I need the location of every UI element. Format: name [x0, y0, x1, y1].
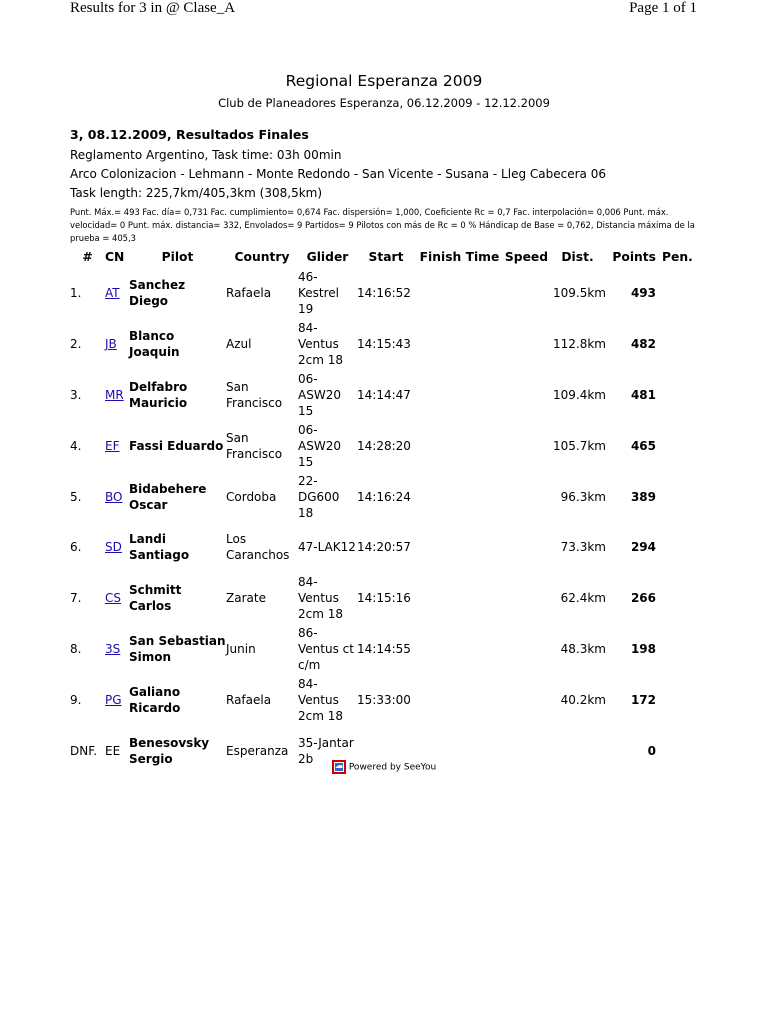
start-cell: 14:15:16: [357, 591, 411, 606]
table-row: [70, 522, 702, 573]
start-cell: 14:15:43: [357, 337, 411, 352]
pilot-cell: Galiano Ricardo: [129, 684, 181, 715]
speed-cell: [504, 573, 549, 624]
glider-cell: 46-Kestrel 19: [298, 270, 339, 317]
rank-cell: 9.: [70, 692, 82, 707]
finish-cell: [415, 268, 504, 319]
finish-cell: [415, 522, 504, 573]
print-header: [0, 0, 768, 22]
dist-cell: 112.8km: [553, 337, 606, 352]
col-points-header: Points: [612, 250, 656, 264]
pen-cell: [662, 319, 702, 370]
dist-cell: 62.4km: [560, 591, 606, 606]
col-glider-header: Glider: [306, 250, 349, 264]
pilot-cell: Benesovsky Sergio: [129, 735, 210, 766]
table-row: [70, 674, 702, 725]
country-cell: Junin: [226, 641, 256, 656]
table-row: [70, 420, 702, 471]
pen-cell: [662, 522, 702, 573]
table-row: [70, 319, 702, 370]
pen-cell: [662, 370, 702, 421]
points-cell: 266: [630, 591, 656, 606]
pilot-cell: Sanchez Diego: [129, 278, 186, 309]
country-cell: Rafaela: [226, 286, 272, 301]
pilot-cell: San Sebastian Simon: [129, 633, 226, 664]
dist-cell: 109.4km: [553, 387, 606, 402]
points-cell: 294: [630, 540, 656, 555]
page-title: Regional Esperanza 2009: [285, 72, 483, 90]
scoring-parameters: Punt. Máx.= 493 Fac. día= 0,731 Fac. cumplimiento= 0,674 Fac. dispersión= 1,000, Coeficiente Rc = 0,7 Fac. interpolación= 0,006 Punt. máx. velocidad= 0 Punt. máx. distancia= 332, Envolados= 9 Partidos= 9 Pilotos con más de Rc = 0 % Hándicap de Base = 0,762, Distancia máxima de la prueba = 405,3: [70, 207, 695, 243]
points-cell: 389: [630, 489, 656, 504]
task-rules: Reglamento Argentino, Task time: 03h 00min: [70, 148, 342, 162]
start-cell: 14:16:24: [357, 489, 411, 504]
dist-cell: 105.7km: [553, 438, 606, 453]
page-number: Page 1 of 1: [629, 0, 697, 16]
table-row: [70, 268, 702, 319]
powered-by-text: Powered by SeeYou: [348, 762, 437, 773]
country-cell: Cordoba: [226, 489, 277, 504]
country-cell: Azul: [226, 337, 252, 352]
rank-cell: 1.: [70, 286, 82, 301]
speed-cell: [504, 319, 549, 370]
pen-cell: [662, 674, 702, 725]
glider-cell: 86-Ventus ct c/m: [298, 625, 354, 672]
rank-cell: 5.: [70, 489, 82, 504]
cn-cell: [105, 573, 129, 624]
country-cell: Los Caranchos: [226, 532, 290, 563]
rank-cell: 4.: [70, 438, 82, 453]
competition-number-link[interactable]: CS: [105, 591, 121, 606]
task-route: Arco Colonizacion - Lehmann - Monte Redondo - San Vicente - Susana - Lleg Cabecera 06: [70, 167, 606, 181]
col-country-header: Country: [234, 250, 290, 264]
start-cell: 14:28:20: [357, 438, 411, 453]
competition-number-link[interactable]: EF: [105, 438, 120, 453]
rank-cell: 7.: [70, 591, 82, 606]
glider-cell: 06-ASW20 15: [298, 422, 341, 469]
glider-cell: 84-Ventus 2cm 18: [298, 676, 344, 723]
dist-cell: 40.2km: [560, 692, 606, 707]
cn-cell: [105, 420, 129, 471]
speed-cell: [504, 370, 549, 421]
col-dist-header: Dist.: [561, 250, 594, 264]
glider-cell: 35-Jantar 2b: [298, 735, 354, 766]
country-cell: San Francisco: [226, 430, 283, 461]
table-row: [70, 370, 702, 421]
country-cell: Rafaela: [226, 692, 272, 707]
start-cell: 15:33:00: [357, 692, 411, 707]
start-cell: 14:20:57: [357, 540, 411, 555]
table-row: [70, 573, 702, 624]
competition-number-link[interactable]: AT: [105, 286, 120, 301]
pen-cell: [662, 573, 702, 624]
points-cell: 198: [630, 641, 656, 656]
pilot-cell: Bidabehere Oscar: [129, 481, 207, 512]
glider-cell: 06-ASW20 15: [298, 371, 341, 418]
cn-cell: [105, 522, 129, 573]
col-finish-header: Finish Time: [419, 250, 500, 264]
finish-cell: [415, 674, 504, 725]
print-header-title: Results for 3 in @ Clase_A: [70, 0, 236, 16]
glider-cell: 22-DG600 18: [298, 473, 340, 520]
seeyou-logo-icon: [332, 760, 346, 774]
competition-number-link[interactable]: PG: [105, 692, 122, 707]
finish-cell: [415, 624, 504, 675]
pilot-cell: Delfabro Mauricio: [129, 379, 188, 410]
speed-cell: [504, 268, 549, 319]
rank-cell: 8.: [70, 641, 82, 656]
speed-cell: [504, 674, 549, 725]
rank-cell: DNF.: [70, 743, 98, 758]
pilot-cell: Fassi Eduardo: [129, 438, 224, 453]
speed-cell: [504, 624, 549, 675]
pen-cell: [662, 624, 702, 675]
cn-cell: [105, 674, 129, 725]
table-row: [70, 624, 702, 675]
task-length: Task length: 225,7km/405,3km (308,5km): [70, 186, 323, 200]
dist-cell: 73.3km: [560, 540, 606, 555]
points-cell: 172: [630, 692, 656, 707]
competition-number-link[interactable]: SD: [105, 540, 122, 555]
points-cell: 0: [647, 743, 656, 758]
country-cell: San Francisco: [226, 379, 283, 410]
finish-cell: [415, 319, 504, 370]
rank-cell: 3.: [70, 387, 82, 402]
competition-number-link[interactable]: JB: [105, 337, 117, 352]
col-start-header: Start: [368, 250, 404, 264]
cn-cell: [105, 268, 129, 319]
task-heading: 3, 08.12.2009, Resultados Finales: [70, 127, 309, 142]
start-cell: 14:16:52: [357, 286, 411, 301]
finish-cell: [415, 573, 504, 624]
pilot-cell: Blanco Joaquin: [129, 329, 180, 360]
pen-cell: [662, 420, 702, 471]
finish-cell: [415, 420, 504, 471]
cn-cell: [105, 471, 129, 522]
table-row: [70, 471, 702, 522]
pilot-cell: Schmitt Carlos: [129, 583, 182, 614]
points-cell: 482: [630, 337, 656, 352]
country-cell: Zarate: [226, 591, 266, 606]
cn-cell: [105, 370, 129, 421]
points-cell: 481: [630, 387, 656, 402]
rank-cell: 2.: [70, 337, 82, 352]
pen-cell: [662, 268, 702, 319]
results-table: [70, 246, 702, 776]
pilot-cell: Landi Santiago: [129, 532, 190, 563]
speed-cell: [504, 471, 549, 522]
speed-cell: [504, 522, 549, 573]
start-cell: 14:14:55: [357, 641, 411, 656]
cn-cell: [105, 624, 129, 675]
col-rank-header: #: [82, 250, 93, 264]
page-subtitle: Club de Planeadores Esperanza, 06.12.2009 - 12.12.2009: [218, 96, 550, 110]
finish-cell: [415, 471, 504, 522]
powered-by: [0, 760, 768, 774]
cn-cell: EE: [105, 743, 121, 758]
col-speed-header: Speed: [504, 250, 549, 264]
country-cell: Esperanza: [226, 743, 289, 758]
dist-cell: 96.3km: [560, 489, 606, 504]
dist-cell: 109.5km: [553, 286, 606, 301]
col-cn-header: CN: [105, 250, 125, 264]
col-pilot-header: Pilot: [161, 250, 194, 264]
glider-cell: 47-LAK12: [298, 540, 356, 555]
competition-number-link[interactable]: 3S: [105, 641, 121, 656]
points-cell: 465: [630, 438, 656, 453]
speed-cell: [504, 420, 549, 471]
rank-cell: 6.: [70, 540, 82, 555]
finish-cell: [415, 370, 504, 421]
dist-cell: 48.3km: [560, 641, 606, 656]
glider-cell: 84-Ventus 2cm 18: [298, 575, 344, 622]
col-pen-header: Pen.: [662, 250, 693, 264]
pen-cell: [662, 471, 702, 522]
results-header-row: [70, 246, 702, 268]
competition-number-link[interactable]: BO: [105, 489, 123, 504]
glider-cell: 84-Ventus 2cm 18: [298, 321, 344, 368]
start-cell: 14:14:47: [357, 387, 411, 402]
cn-cell: [105, 319, 129, 370]
points-cell: 493: [630, 286, 656, 301]
competition-number-link[interactable]: MR: [105, 387, 124, 402]
